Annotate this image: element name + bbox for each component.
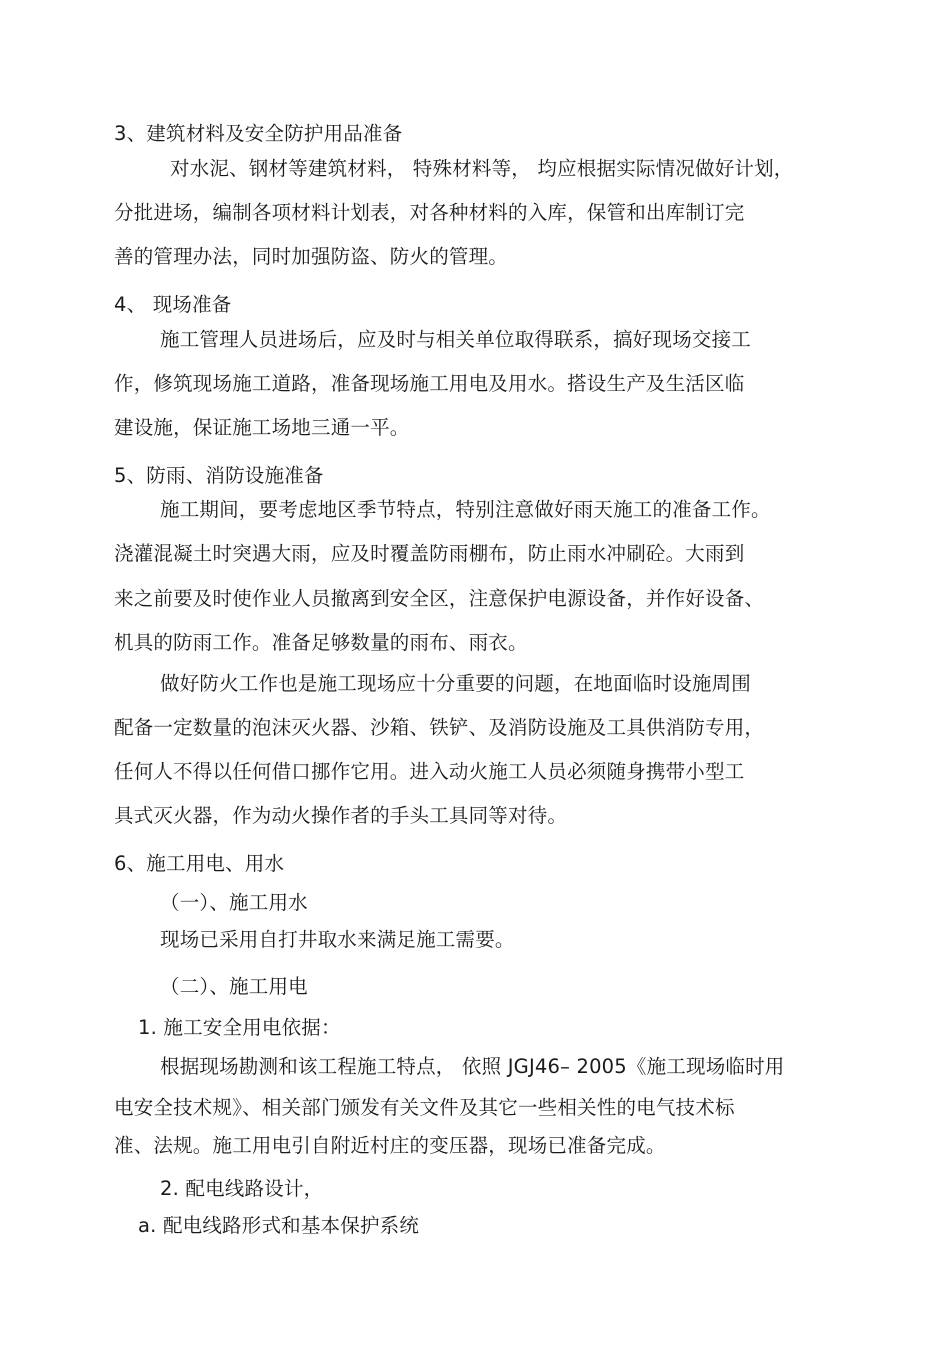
paragraph-line: 施工管理人员进场后，应及时与相关单位取得联系，搞好现场交接工 xyxy=(160,328,752,351)
paragraph-line: 善的管理办法，同时加强防盗、防火的管理。 xyxy=(114,245,509,268)
paragraph-line: 机具的防雨工作。准备足够数量的雨布、雨衣。 xyxy=(114,631,528,654)
paragraph-line: 对水泥、钢材等建筑材料， 特殊材料等， 均应根据实际情况做好计划， xyxy=(170,157,794,180)
lettered-item: a. 配电线路形式和基本保护系统 xyxy=(138,1214,420,1237)
numbered-item: 1. 施工安全用电依据： xyxy=(138,1016,341,1039)
paragraph-line: 现场已采用自打井取水来满足施工需要。 xyxy=(160,928,515,951)
paragraph-line: 具式灭火器，作为动火操作者的手头工具同等对待。 xyxy=(114,804,568,827)
paragraph-line: 配备一定数量的泡沫灭火器、沙箱、铁铲、及消防设施及工具供消防专用， xyxy=(114,716,765,739)
paragraph-line: 施工期间，要考虑地区季节特点，特别注意做好雨天施工的准备工作。 xyxy=(160,498,771,521)
section-heading-6: 6、施工用电、用水 xyxy=(114,852,285,875)
paragraph-line: 电安全技术规》、相关部门颁发有关文件及其它一些相关性的电气技术标 xyxy=(114,1096,735,1119)
paragraph-line: 建设施，保证施工场地三通一平。 xyxy=(114,416,410,439)
section-heading-3: 3、建筑材料及安全防护用品准备 xyxy=(114,122,403,145)
section-heading-4: 4、 现场准备 xyxy=(114,293,232,316)
subsection-heading: （一）、施工用水 xyxy=(160,891,308,914)
paragraph-line: 准、法规。施工用电引自附近村庄的变压器，现场已准备完成。 xyxy=(114,1134,666,1157)
paragraph-line: 根据现场勘测和该工程施工特点， 依照 JGJ46– 2005《施工现场临时用 xyxy=(160,1055,785,1078)
subsection-heading: （二）、施工用电 xyxy=(160,975,308,998)
paragraph-line: 作，修筑现场施工道路，准备现场施工用电及用水。搭设生产及生活区临 xyxy=(114,372,745,395)
paragraph-line: 浇灌混凝土时突遇大雨，应及时覆盖防雨棚布，防止雨水冲刷砼。大雨到 xyxy=(114,542,745,565)
paragraph-line: 做好防火工作也是施工现场应十分重要的问题，在地面临时设施周围 xyxy=(160,672,752,695)
paragraph-line: 来之前要及时使作业人员撤离到安全区，注意保护电源设备，并作好设备、 xyxy=(114,587,765,610)
section-heading-5: 5、防雨、消防设施准备 xyxy=(114,464,324,487)
paragraph-line: 分批进场，编制各项材料计划表，对各种材料的入库，保管和出库制订完 xyxy=(114,201,745,224)
paragraph-line: 任何人不得以任何借口挪作它用。进入动火施工人员必须随身携带小型工 xyxy=(114,760,745,783)
numbered-item: 2. 配电线路设计， xyxy=(160,1177,324,1200)
